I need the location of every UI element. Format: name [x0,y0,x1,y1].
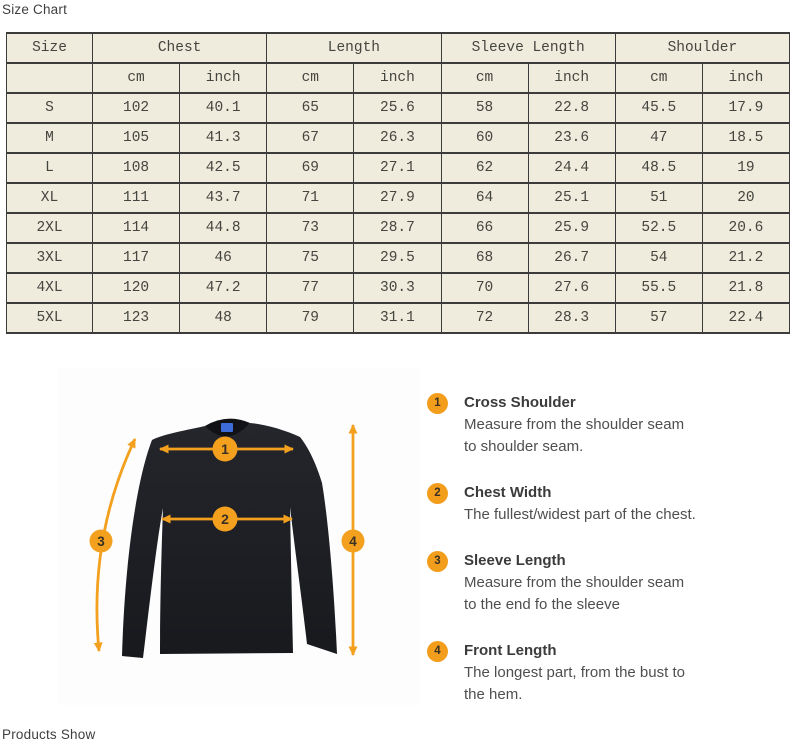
value-cell: 105 [93,123,180,153]
size-cell: L [7,153,93,183]
table-unit-row [7,63,790,93]
value-cell: 79 [267,303,354,333]
products-show-heading: Products Show [2,727,96,742]
value-cell: 102 [93,93,180,123]
value-cell: 71 [267,183,354,213]
value-cell: 51 [615,183,702,213]
size-cell: XL [7,183,93,213]
value-cell: 24.4 [528,153,615,183]
value-cell: 22.4 [702,303,789,333]
value-cell: 26.3 [354,123,441,153]
legend-title: Front Length [464,642,557,659]
value-cell: 47.2 [180,273,267,303]
value-cell: 57 [615,303,702,333]
value-cell: 27.6 [528,273,615,303]
unit-cell: cm [615,63,702,93]
value-cell: 28.3 [528,303,615,333]
badge-3 [427,551,448,572]
value-cell: 19 [702,153,789,183]
table-row [7,153,790,183]
legend-desc-line: to the end fo the sleeve [464,596,620,613]
column-header-sleeve-length: Sleeve Length [441,33,615,63]
value-cell: 48 [180,303,267,333]
collar-label [221,423,233,432]
legend-desc-line: The longest part, from the bust to [464,664,685,681]
table-row [7,303,790,333]
size-chart-heading: Size Chart [2,2,68,17]
value-cell: 70 [441,273,528,303]
unit-cell: cm [93,63,180,93]
value-cell: 30.3 [354,273,441,303]
table-row [7,213,790,243]
unit-cell: inch [180,63,267,93]
value-cell: 67 [267,123,354,153]
value-cell: 60 [441,123,528,153]
legend-item-chest-width [427,482,747,526]
value-cell: 20 [702,183,789,213]
marker-2-number: 2 [221,511,229,527]
size-cell: M [7,123,93,153]
value-cell: 75 [267,243,354,273]
legend-title: Chest Width [464,484,552,501]
size-cell: 2XL [7,213,93,243]
legend-title: Sleeve Length [464,552,566,569]
legend-desc-line: Measure from the shoulder seam [464,574,685,591]
value-cell: 29.5 [354,243,441,273]
value-cell: 64 [441,183,528,213]
column-header-length: Length [267,33,441,63]
value-cell: 45.5 [615,93,702,123]
badge-4-number: 4 [434,645,441,657]
table-header-row [7,33,790,63]
value-cell: 22.8 [528,93,615,123]
size-cell: 5XL [7,303,93,333]
value-cell: 40.1 [180,93,267,123]
value-cell: 21.8 [702,273,789,303]
legend-title: Cross Shoulder [464,394,576,411]
unit-cell: inch [354,63,441,93]
value-cell: 31.1 [354,303,441,333]
table-row [7,243,790,273]
value-cell: 43.7 [180,183,267,213]
legend-desc-line: Measure from the shoulder seam [464,416,685,433]
table-row [7,183,790,213]
legend-item-front-length [427,640,747,706]
value-cell: 123 [93,303,180,333]
value-cell: 21.2 [702,243,789,273]
unit-cell-empty [7,63,93,93]
value-cell: 20.6 [702,213,789,243]
value-cell: 62 [441,153,528,183]
value-cell: 18.5 [702,123,789,153]
badge-1-number: 1 [434,397,441,409]
value-cell: 58 [441,93,528,123]
table-row [7,123,790,153]
shirt-diagram-svg [58,368,420,705]
legend-item-sleeve-length [427,550,747,616]
value-cell: 114 [93,213,180,243]
value-cell: 55.5 [615,273,702,303]
column-header-chest: Chest [93,33,267,63]
value-cell: 42.5 [180,153,267,183]
value-cell: 25.9 [528,213,615,243]
value-cell: 52.5 [615,213,702,243]
value-cell: 46 [180,243,267,273]
shirt-measurement-diagram [58,368,420,705]
value-cell: 66 [441,213,528,243]
size-cell: 4XL [7,273,93,303]
column-header-shoulder: Shoulder [615,33,789,63]
column-header-size: Size [7,33,93,63]
value-cell: 68 [441,243,528,273]
size-cell: 3XL [7,243,93,273]
value-cell: 120 [93,273,180,303]
marker-4-number: 4 [349,534,357,549]
front-length-arrow [342,425,365,655]
size-cell: S [7,93,93,123]
value-cell: 25.1 [528,183,615,213]
table-row [7,273,790,303]
value-cell: 65 [267,93,354,123]
badge-3-number: 3 [434,555,441,567]
unit-cell: inch [702,63,789,93]
value-cell: 23.6 [528,123,615,153]
unit-cell: cm [441,63,528,93]
value-cell: 41.3 [180,123,267,153]
value-cell: 47 [615,123,702,153]
value-cell: 108 [93,153,180,183]
badge-1 [427,393,448,414]
unit-cell: inch [528,63,615,93]
value-cell: 69 [267,153,354,183]
value-cell: 117 [93,243,180,273]
value-cell: 28.7 [354,213,441,243]
legend-desc-line: The fullest/widest part of the chest. [464,506,696,523]
table-row [7,93,790,123]
value-cell: 27.1 [354,153,441,183]
value-cell: 73 [267,213,354,243]
value-cell: 54 [615,243,702,273]
value-cell: 26.7 [528,243,615,273]
value-cell: 72 [441,303,528,333]
marker-1-number: 1 [221,441,229,457]
legend-desc-line: the hem. [464,686,523,703]
marker-3-number: 3 [97,534,105,549]
measurement-guide-legend [427,392,747,730]
badge-2-number: 2 [434,487,441,499]
value-cell: 25.6 [354,93,441,123]
badge-4 [427,641,448,662]
value-cell: 77 [267,273,354,303]
legend-item-cross-shoulder [427,392,747,458]
unit-cell: cm [267,63,354,93]
value-cell: 48.5 [615,153,702,183]
size-table [6,32,790,334]
value-cell: 44.8 [180,213,267,243]
legend-desc-line: to shoulder seam. [464,438,584,455]
value-cell: 111 [93,183,180,213]
value-cell: 17.9 [702,93,789,123]
badge-2 [427,483,448,504]
value-cell: 27.9 [354,183,441,213]
